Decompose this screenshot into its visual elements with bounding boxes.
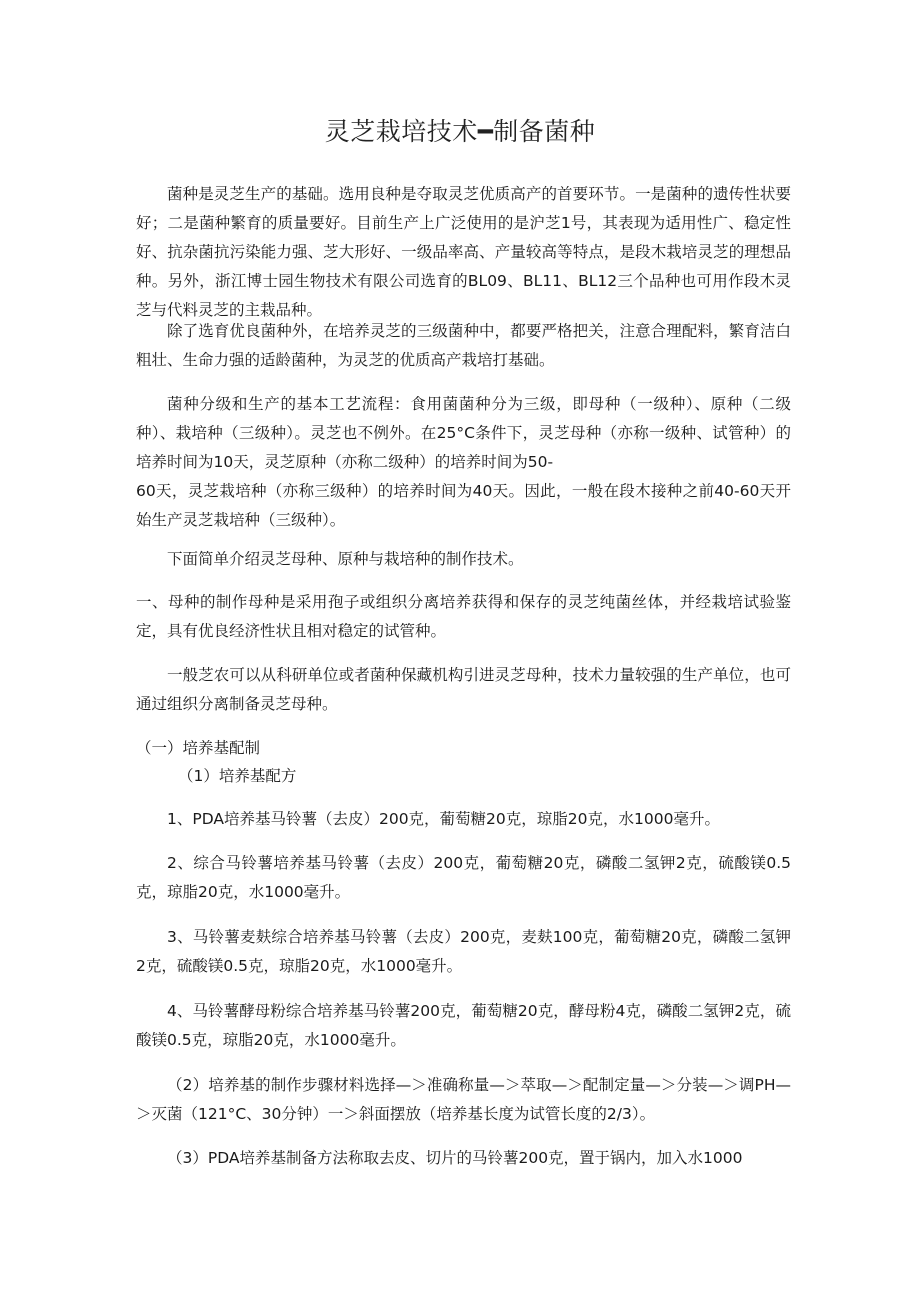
- paragraph-overview: 下面简单介绍灵芝母种、原种与栽培种的制作技术。: [167, 550, 524, 568]
- formula-item-3: 3、马铃薯麦麸综合培养基马铃薯（去皮）200克，麦麸100克，葡萄糖20克，磷酸二氢钾2克，硫酸镁0.5克，琼脂20克，水1000毫升。: [136, 928, 791, 975]
- formula-item-1: 1、PDA培养基马铃薯（去皮）200克，葡萄糖20克，琼脂20克，水1000毫升。: [167, 810, 720, 828]
- paragraph-grading: 菌种分级和生产的基本工艺流程：食用菌菌种分为三级，即母种（一级种）、原种（二级种）、栽培种（三级种）。灵芝也不例外。在25°C条件下，灵芝母种（亦称一级种、试管种）的培养时间为10天，灵芝原种（亦称二级种）的培养时间为50-: [136, 395, 791, 471]
- paragraph-grading-cont: 60天，灵芝栽培种（亦称三级种）的培养时间为40天。因此，一般在段木接种之前40-60天开始生产灵芝栽培种（三级种）。: [136, 482, 791, 529]
- document-title: 灵芝栽培技术━制备菌种: [324, 117, 596, 146]
- paragraph-sources: 一般芝农可以从科研单位或者菌种保藏机构引进灵芝母种，技术力量较强的生产单位，也可通过组织分离制备灵芝母种。: [136, 666, 791, 713]
- section-heading-medium: （一）培养基配制: [136, 739, 261, 757]
- subsection-heading-formula: （1）培养基配方: [178, 767, 297, 785]
- formula-item-4: 4、马铃薯酵母粉综合培养基马铃薯200克，葡萄糖20克，酵母粉4克，磷酸二氢钾2克，硫酸镁0.5克，琼脂20克，水1000毫升。: [136, 1002, 791, 1049]
- formula-item-2: 2、综合马铃薯培养基马铃薯（去皮）200克，葡萄糖20克，磷酸二氢钾2克，硫酸镁0.5克，琼脂20克，水1000毫升。: [136, 854, 791, 901]
- pda-preparation-method: （3）PDA培养基制备方法称取去皮、切片的马铃薯200克，置于锅内，加入水1000: [167, 1149, 743, 1167]
- preparation-steps: （2）培养基的制作步骤材料选择—＞准确称量—＞萃取—＞配制定量—＞分装—＞调PH—＞灭菌（121°C、30分钟）一＞斜面摆放（培养基长度为试管长度的2/3）。: [136, 1076, 791, 1123]
- paragraph-selection: 除了选育优良菌种外，在培养灵芝的三级菌种中，都要严格把关，注意合理配料，繁育洁白粗壮、生命力强的适龄菌种，为灵芝的优质高产栽培打基础。: [136, 322, 791, 369]
- paragraph-mother-culture: 一、母种的制作母种是采用孢子或组织分离培养获得和保存的灵芝纯菌丝体，并经栽培试验鉴定，具有优良经济性状且相对稳定的试管种。: [136, 593, 791, 640]
- paragraph-intro: 菌种是灵芝生产的基础。选用良种是夺取灵芝优质高产的首要环节。一是菌种的遗传性状要好；二是菌种繁育的质量要好。目前生产上广泛使用的是沪芝1号，其表现为适用性广、稳定性好、抗杂菌抗污染能力强、芝大形好、一级品率高、产量较高等特点，是段木栽培灵芝的理想品种。另外，浙江博士园生物技术有限公司选育的BL09、BL11、BL12三个品种也可用作段木灵芝与代料灵芝的主栽品种。: [136, 185, 791, 319]
